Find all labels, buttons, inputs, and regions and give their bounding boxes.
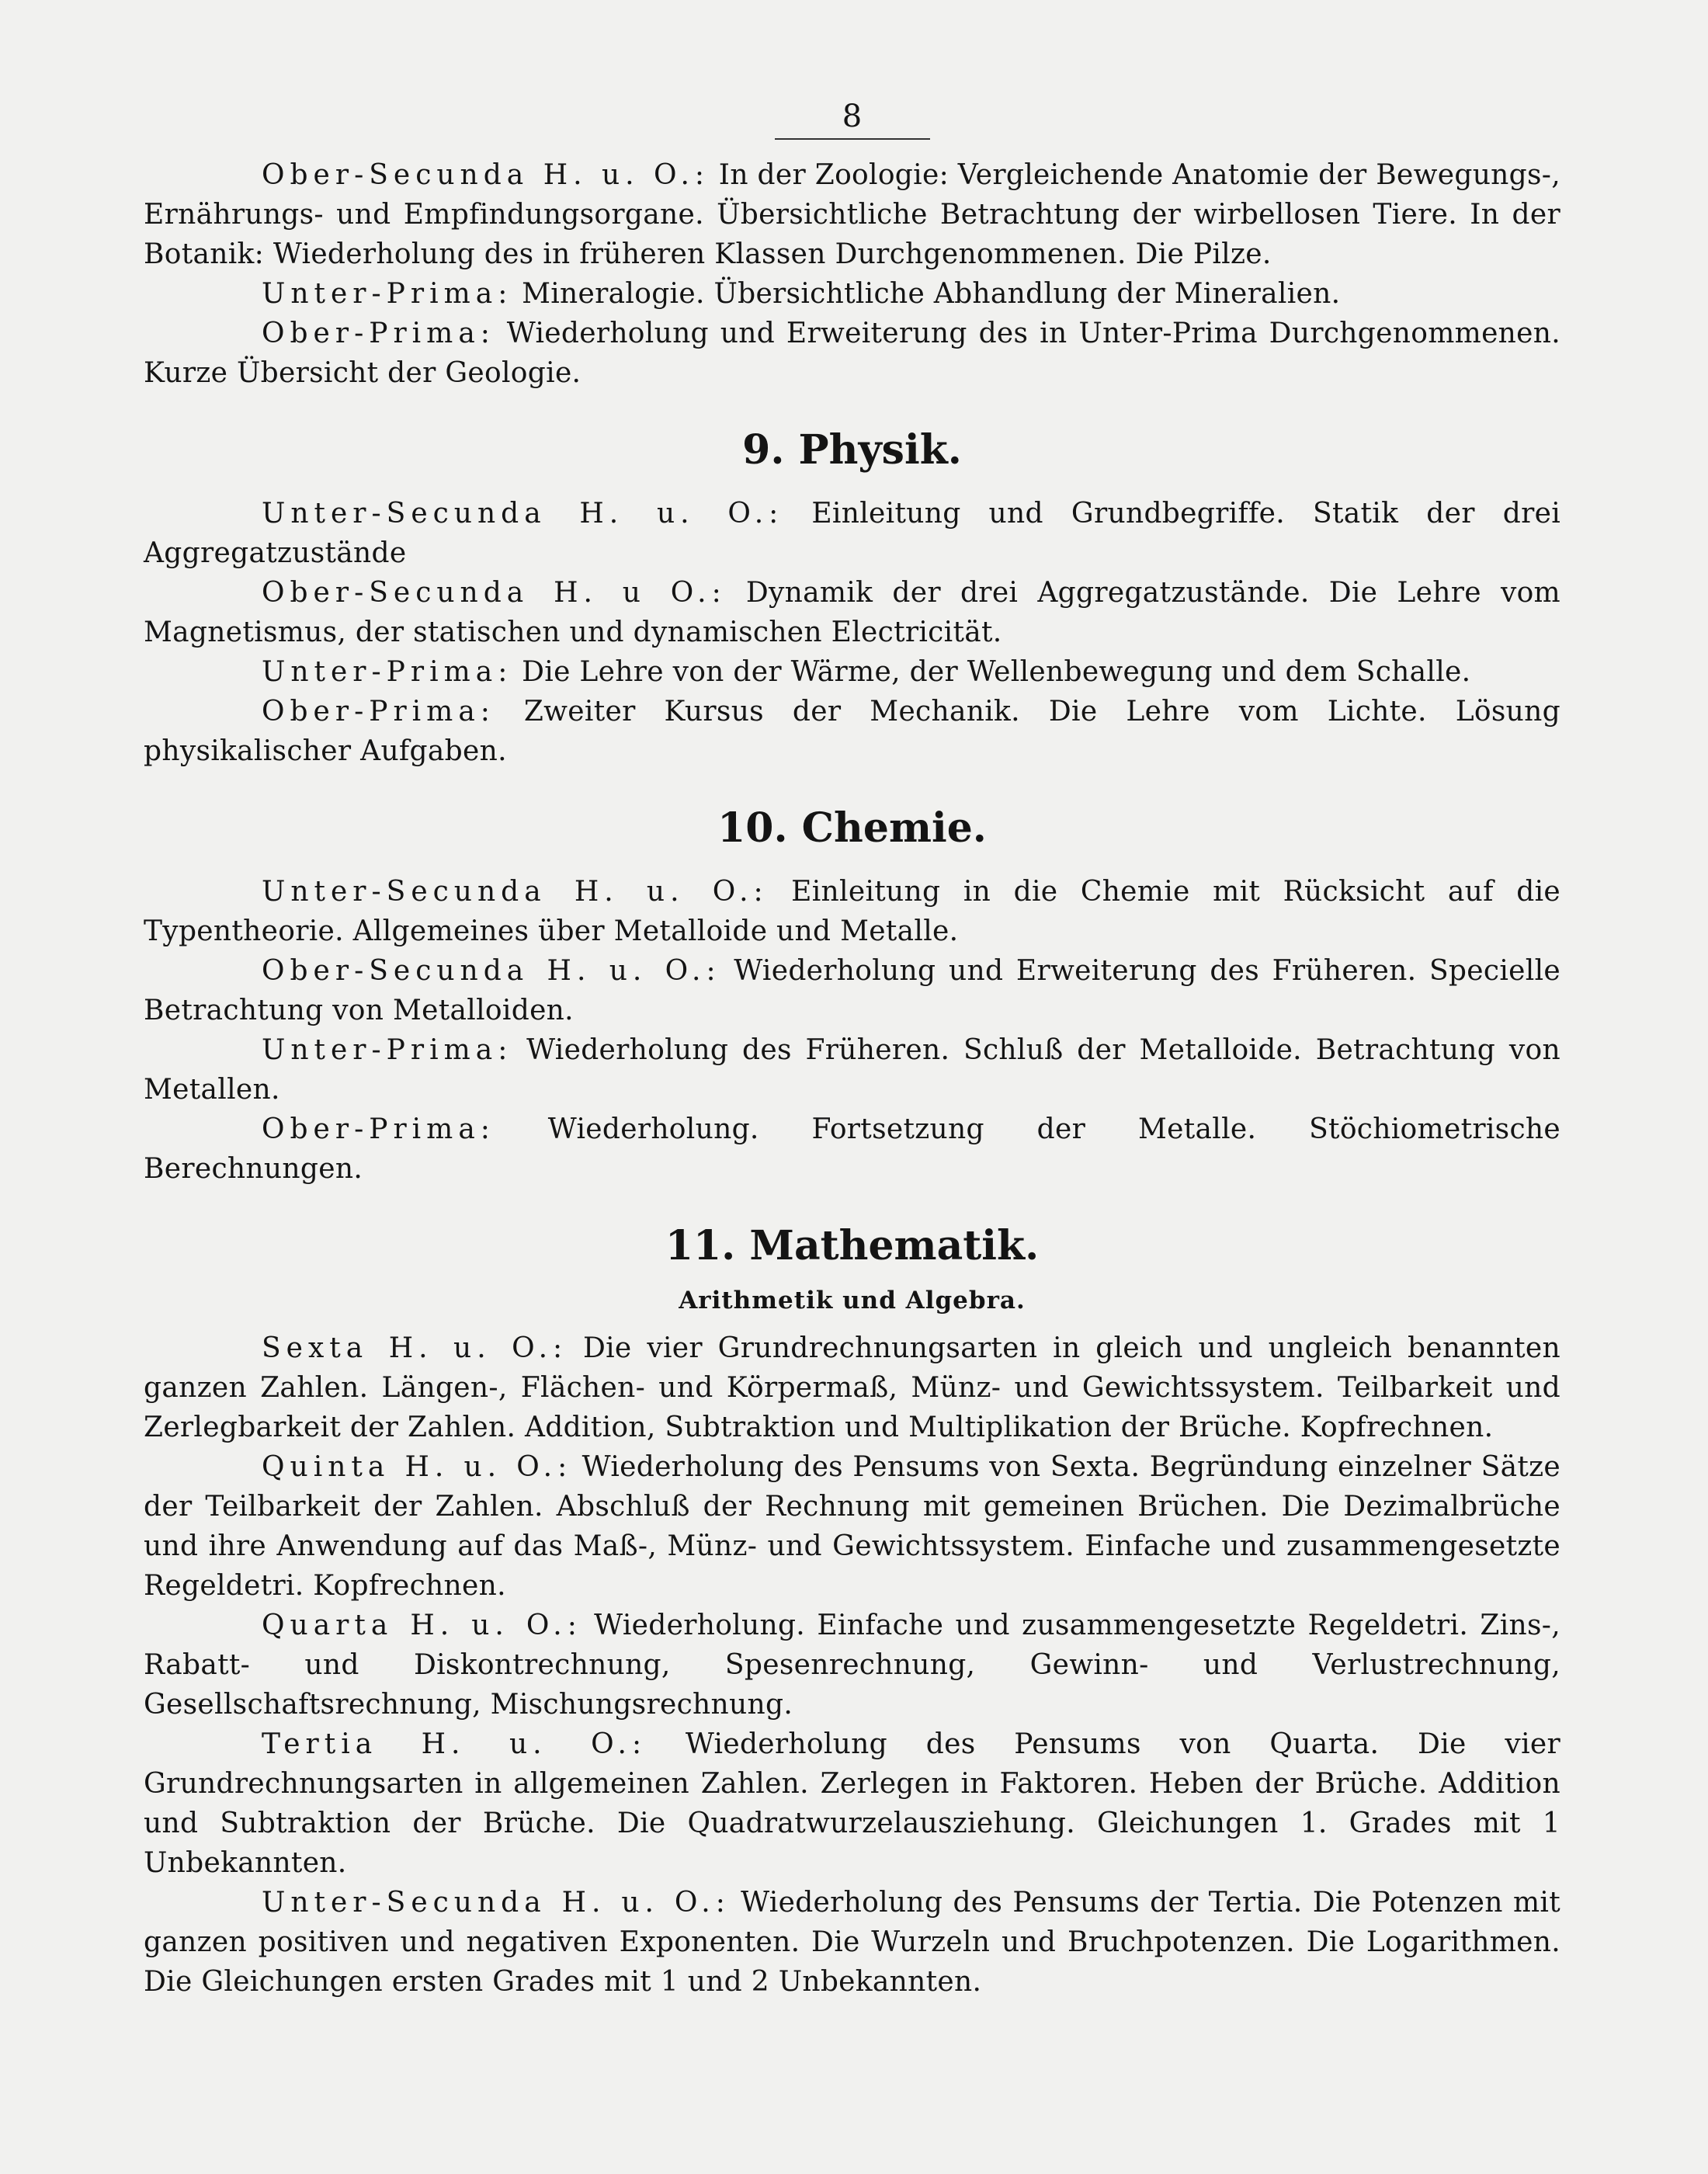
paragraph-label: Ober-Secunda H. u O.: (262, 577, 727, 609)
paragraph-chemie-0 (144, 872, 1560, 951)
paragraph-physik-1 (144, 573, 1560, 652)
chemie-section (144, 805, 1560, 1189)
paragraph-label: Ober-Prima: (262, 696, 495, 728)
paragraph-text: In der Zoologie: Vergleichende Anatomie der Bewegungs-, Ernährungs- und Empfindungsorgane. Übersichtliche Betrachtung der wirbellosen Tiere. In der Botanik: Wiederholung des in früheren Klassen Durchgenommenen. Die Pilze. (144, 159, 1560, 270)
paragraph-mathematik-0 (144, 1328, 1560, 1447)
intro-section (144, 155, 1560, 393)
paragraph-mathematik-2 (144, 1606, 1560, 1724)
paragraph-intro-1 (144, 274, 1560, 314)
paragraph-label: Ober-Prima: (262, 1113, 495, 1145)
paragraph-text: Mineralogie. Übersichtliche Abhandlung der Mineralien. (512, 278, 1341, 310)
paragraph-text: Wiederholung des Früheren. Schluß der Metalloide. Betrachtung von Metallen. (144, 1034, 1560, 1106)
paragraph-label: Unter-Secunda H. u. O.: (262, 1887, 731, 1919)
paragraph-text: Wiederholung des Pensums von Quarta. Die vier Grundrechnungsarten in allgemeinen Zahlen. Zerlegen in Faktoren. Heben der Brüche. Addition und Subtraktion der Brüche. Die Quadratwurzelausziehung. Gleichungen 1. Grades mit 1 Unbekannten. (144, 1728, 1560, 1879)
paragraph-mathematik-4 (144, 1883, 1560, 2002)
paragraph-text: Einleitung in die Chemie mit Rücksicht auf die Typentheorie. Allgemeines über Metalloide und Metalle. (144, 876, 1560, 947)
subsection-heading: Arithmetik und Algebra. (679, 1287, 1026, 1314)
page-number: 8 (842, 99, 863, 134)
paragraph-text: Die vier Grundrechnungsarten in gleich und ungleich benannten ganzen Zahlen. Längen-, Flächen- und Körpermaß, Münz- und Gewichtssystem. Teilbarkeit und Zerlegbarkeit der Zahlen. Addition, Subtraktion und Multiplikation der Brüche. Kopfrechnen. (144, 1332, 1560, 1443)
paragraph-label: Unter-Prima: (262, 656, 513, 688)
paragraph-label: Sexta H. u. O.: (262, 1332, 568, 1364)
paragraph-text: Wiederholung. Fortsetzung der Metalle. Stöchiometrische Berechnungen. (144, 1113, 1560, 1185)
paragraph-label: Unter-Prima: (262, 278, 513, 310)
paragraph-label: Ober-Secunda H. u. O.: (262, 955, 721, 987)
paragraph-chemie-1 (144, 951, 1560, 1030)
paragraph-chemie-2 (144, 1030, 1560, 1110)
section-heading-physik: 9. Physik. (742, 426, 962, 474)
section-heading-chemie: 10. Chemie. (717, 804, 987, 852)
paragraph-mathematik-3 (144, 1724, 1560, 1883)
paragraph-intro-2 (144, 314, 1560, 393)
paragraph-physik-0 (144, 494, 1560, 573)
section-heading-mathematik: 11. Mathematik. (665, 1222, 1040, 1269)
paragraph-text: Die Lehre von der Wärme, der Wellenbewegung und dem Schalle. (512, 656, 1471, 688)
paragraph-text: Wiederholung und Erweiterung des in Unter-Prima Durchgenommenen. Kurze Übersicht der Geologie. (144, 318, 1560, 389)
paragraph-text: Wiederholung des Pensums der Tertia. Die Potenzen mit ganzen positiven und negativen Exponenten. Die Wurzeln und Bruchpotenzen. Die Logarithmen. Die Gleichungen ersten Grades mit 1 und 2 Unbekannten. (144, 1887, 1560, 1998)
paragraph-chemie-3 (144, 1110, 1560, 1189)
mathematik-section (144, 1223, 1560, 2002)
paragraph-label: Quarta H. u. O.: (262, 1610, 582, 1641)
paragraph-label: Unter-Prima: (262, 1034, 513, 1066)
paragraph-physik-2 (144, 652, 1560, 692)
paragraph-text: Dynamik der drei Aggregatzustände. Die Lehre vom Magnetismus, der statischen und dynamischen Electricität. (144, 577, 1560, 648)
paragraph-text: Wiederholung und Erweiterung des Früheren. Specielle Betrachtung von Metalloiden. (144, 955, 1560, 1026)
paragraph-text: Zweiter Kursus der Mechanik. Die Lehre vom Lichte. Lösung physikalischer Aufgaben. (144, 696, 1560, 767)
paragraph-label: Ober-Secunda H. u. O.: (262, 159, 710, 191)
paragraph-physik-3 (144, 692, 1560, 771)
paragraph-text: Wiederholung des Pensums von Sexta. Begründung einzelner Sätze der Teilbarkeit der Zahlen. Abschluß der Rechnung mit gemeinen Brüchen. Die Dezimalbrüche und ihre Anwendung auf das Maß-, Münz- und Gewichtssystem. Einfache und zusammengesetzte Regeldetri. Kopfrechnen. (144, 1451, 1560, 1602)
paragraph-text: Einleitung und Grundbegriffe. Statik der drei Aggregatzustände (144, 498, 1561, 569)
paragraph-label: Ober-Prima: (262, 318, 495, 349)
paragraph-label: Quinta H. u. O.: (262, 1451, 573, 1483)
paragraph-text: Wiederholung. Einfache und zusammengesetzte Regeldetri. Zins-, Rabatt- und Diskontrechnung, Spesenrechnung, Gewinn- und Verlustrechnung, Gesellschaftsrechnung, Mischungsrechnung. (144, 1610, 1560, 1721)
header-rule (775, 138, 930, 140)
paragraph-intro-0 (144, 155, 1560, 274)
paragraph-mathematik-1 (144, 1447, 1560, 1606)
paragraph-label: Unter-Secunda H. u. O.: (262, 498, 784, 530)
paragraph-label: Unter-Secunda H. u. O.: (262, 876, 769, 908)
paragraph-label: Tertia H. u. O.: (262, 1728, 647, 1760)
physik-section (144, 427, 1560, 771)
page-header (775, 101, 930, 140)
